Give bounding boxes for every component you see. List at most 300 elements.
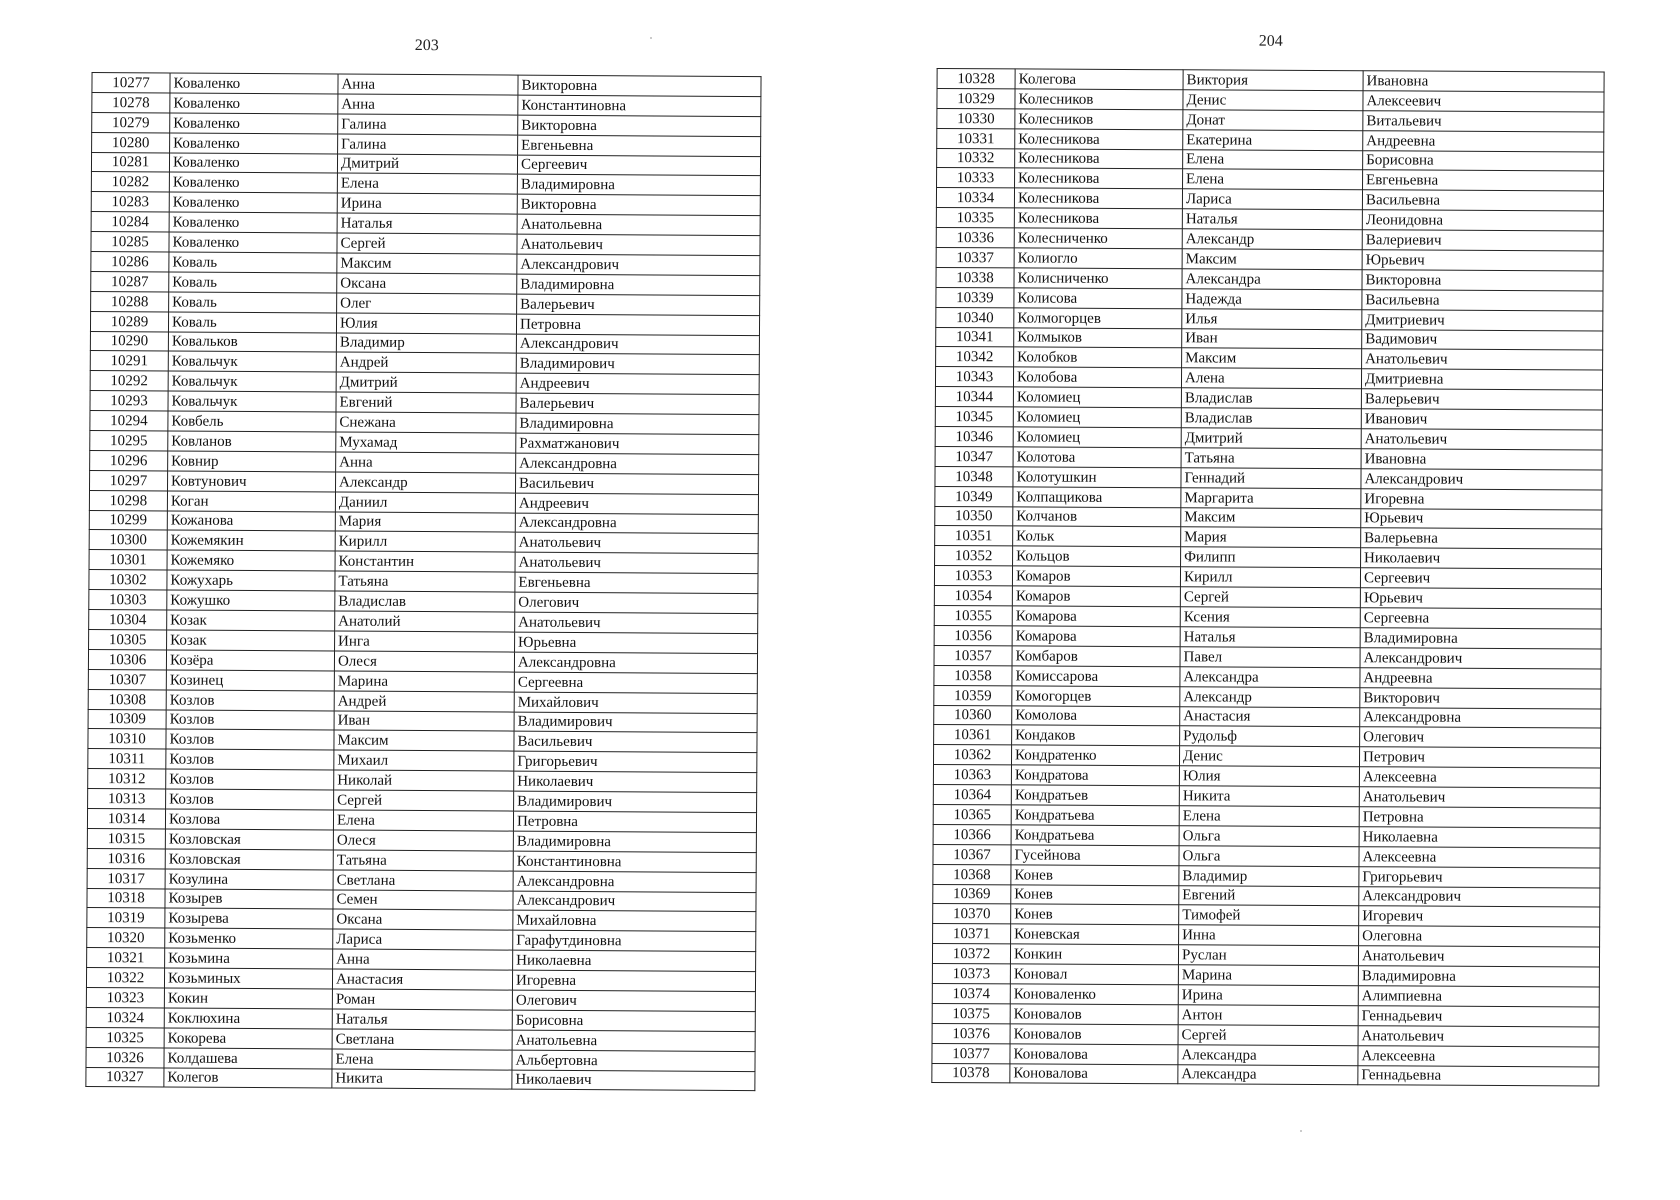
surname-cell: Коваленко	[169, 153, 337, 174]
surname-cell: Колисова	[1014, 288, 1182, 309]
first-name-cell: Марина	[1178, 965, 1358, 986]
surname-cell: Колиогло	[1014, 248, 1182, 269]
surname-cell: Коваль	[168, 312, 336, 333]
first-name-cell: Елена	[333, 810, 513, 831]
surname-cell: Кожанова	[167, 511, 335, 532]
row-number-cell: 10285	[91, 232, 169, 252]
surname-cell: Козырев	[165, 888, 333, 909]
patronymic-cell: Анатольевич	[515, 533, 758, 554]
row-number-cell: 10373	[932, 964, 1010, 984]
patronymic-cell: Алимпиевна	[1358, 986, 1599, 1007]
table-row	[936, 287, 1603, 310]
row-number-cell: 10351	[935, 526, 1013, 546]
patronymic-cell: Сергеевич	[1360, 568, 1601, 589]
first-name-cell: Мария	[335, 512, 515, 533]
surname-cell: Колесниченко	[1014, 228, 1182, 249]
surname-cell: Коваленко	[169, 192, 337, 213]
row-number-cell: 10353	[934, 566, 1012, 586]
table-row	[933, 824, 1600, 847]
surname-cell: Колдашева	[164, 1048, 332, 1069]
row-number-cell: 10324	[86, 1007, 164, 1027]
surname-cell: Козьмина	[165, 948, 333, 969]
surname-cell: Колпащикова	[1013, 487, 1181, 508]
row-number-cell: 10298	[89, 490, 167, 510]
row-number-cell: 10343	[935, 367, 1013, 387]
first-name-cell: Евгений	[1179, 885, 1359, 906]
first-name-cell: Александра	[1178, 1064, 1358, 1085]
first-name-cell: Анатолий	[335, 611, 515, 632]
surname-cell: Конев	[1011, 865, 1179, 886]
patronymic-cell: Григорьевич	[1359, 866, 1600, 887]
row-number-cell: 10286	[91, 252, 169, 272]
row-number-cell: 10296	[90, 450, 168, 470]
row-number-cell: 10378	[932, 1063, 1010, 1083]
row-number-cell: 10362	[933, 745, 1011, 765]
surname-cell: Козлов	[166, 749, 334, 770]
row-number-cell: 10349	[935, 486, 1013, 506]
table-row	[936, 267, 1603, 290]
table-row	[933, 844, 1600, 867]
first-name-cell: Иван	[334, 710, 514, 731]
patronymic-cell: Викторовна	[1362, 270, 1603, 291]
page-number: 204	[1258, 32, 1283, 50]
surname-cell: Кондратова	[1011, 765, 1179, 786]
patronymic-cell: Петрович	[1359, 747, 1600, 768]
surname-cell: Коломиец	[1013, 407, 1181, 428]
patronymic-cell: Витальевич	[1363, 111, 1604, 132]
patronymic-cell: Александрович	[513, 891, 756, 912]
table-row	[933, 745, 1600, 768]
row-number-cell: 10303	[89, 590, 167, 610]
first-name-cell: Денис	[1179, 746, 1359, 767]
patronymic-cell: Андреевич	[515, 493, 758, 514]
patronymic-cell: Александровна	[514, 652, 757, 673]
table-row	[86, 1067, 755, 1091]
patronymic-cell: Сергеевна	[1360, 608, 1601, 629]
surname-cell: Козулина	[165, 869, 333, 890]
row-number-cell: 10281	[91, 152, 169, 172]
patronymic-cell: Александрович	[1361, 469, 1602, 490]
first-name-cell: Елена	[1183, 169, 1363, 190]
row-number-cell: 10372	[932, 944, 1010, 964]
first-name-cell: Александра	[1182, 269, 1362, 290]
table-row	[935, 506, 1602, 529]
first-name-cell: Татьяна	[1181, 448, 1361, 469]
right-page	[937, 0, 1605, 1085]
surname-cell: Коваленко	[170, 93, 338, 114]
row-number-cell: 10291	[90, 351, 168, 371]
surname-cell: Коневская	[1011, 924, 1179, 945]
row-number-cell: 10370	[933, 904, 1011, 924]
patronymic-cell: Сергеевна	[514, 672, 757, 693]
row-number-cell: 10346	[935, 427, 1013, 447]
first-name-cell: Анна	[336, 452, 516, 473]
row-number-cell: 10340	[936, 307, 1014, 327]
table-body	[932, 69, 1604, 1087]
patronymic-cell: Иванович	[1361, 409, 1602, 430]
patronymic-cell: Валерьевна	[1361, 528, 1602, 549]
first-name-cell: Елена	[1183, 149, 1363, 170]
names-table	[85, 72, 761, 1091]
first-name-cell: Сергей	[1180, 587, 1360, 608]
surname-cell: Коган	[167, 491, 335, 512]
first-name-cell: Иван	[1182, 328, 1362, 349]
patronymic-cell: Алексеевна	[1359, 767, 1600, 788]
surname-cell: Кондратьева	[1011, 805, 1179, 826]
row-number-cell: 10282	[91, 172, 169, 192]
patronymic-cell: Борисовна	[1363, 150, 1604, 171]
first-name-cell: Ольга	[1179, 826, 1359, 847]
row-number-cell: 10311	[88, 749, 166, 769]
table-row	[934, 566, 1601, 589]
patronymic-cell: Ивановна	[1363, 71, 1604, 92]
row-number-cell: 10344	[935, 387, 1013, 407]
row-number-cell: 10367	[933, 844, 1011, 864]
row-number-cell: 10375	[932, 1003, 1010, 1023]
patronymic-cell: Петровна	[1359, 807, 1600, 828]
surname-cell: Колесникова	[1015, 129, 1183, 150]
row-number-cell: 10289	[90, 311, 168, 331]
surname-cell: Коваль	[169, 272, 337, 293]
row-number-cell: 10283	[91, 192, 169, 212]
row-number-cell: 10376	[932, 1023, 1010, 1043]
row-number-cell: 10330	[937, 108, 1015, 128]
surname-cell: Коваль	[169, 252, 337, 273]
patronymic-cell: Васильевна	[1362, 290, 1603, 311]
patronymic-cell: Борисовна	[512, 1010, 755, 1031]
patronymic-cell: Валерьевич	[517, 294, 760, 315]
first-name-cell: Роман	[332, 989, 512, 1010]
row-number-cell: 10310	[88, 729, 166, 749]
surname-cell: Кондратенко	[1011, 745, 1179, 766]
row-number-cell: 10333	[937, 168, 1015, 188]
patronymic-cell: Михайлович	[514, 692, 757, 713]
surname-cell: Колмыков	[1014, 327, 1182, 348]
row-number-cell: 10331	[937, 128, 1015, 148]
first-name-cell: Марина	[334, 671, 514, 692]
table-row	[932, 983, 1599, 1006]
surname-cell: Кольк	[1013, 526, 1181, 547]
first-name-cell: Надежда	[1182, 289, 1362, 310]
first-name-cell: Анна	[333, 949, 513, 970]
row-number-cell: 10292	[90, 371, 168, 391]
first-name-cell: Кирилл	[335, 531, 515, 552]
patronymic-cell: Васильевна	[1362, 190, 1603, 211]
patronymic-cell: Дмитриевич	[1362, 309, 1603, 330]
row-number-cell: 10322	[86, 968, 164, 988]
surname-cell: Коваленко	[169, 212, 337, 233]
patronymic-cell: Александрович	[516, 334, 759, 355]
surname-cell: Козинец	[166, 670, 334, 691]
surname-cell: Колобова	[1013, 367, 1181, 388]
table-row	[935, 466, 1602, 489]
surname-cell: Ковнир	[168, 451, 336, 472]
row-number-cell: 10345	[935, 407, 1013, 427]
table-row	[935, 367, 1602, 390]
patronymic-cell: Александровна	[513, 871, 756, 892]
first-name-cell: Елена	[1179, 806, 1359, 827]
patronymic-cell: Петровна	[516, 314, 759, 335]
first-name-cell: Николай	[334, 770, 514, 791]
patronymic-cell: Владимировна	[513, 831, 756, 852]
patronymic-cell: Андреевич	[516, 373, 759, 394]
first-name-cell: Снежана	[336, 412, 516, 433]
table-row	[932, 1063, 1599, 1086]
surname-cell: Колесникова	[1015, 148, 1183, 169]
first-name-cell: Павел	[1180, 647, 1360, 668]
first-name-cell: Наталья	[332, 1009, 512, 1030]
patronymic-cell: Владимировна	[1358, 966, 1599, 987]
first-name-cell: Ксения	[1180, 607, 1360, 628]
row-number-cell: 10371	[933, 924, 1011, 944]
patronymic-cell: Николаевна	[1359, 827, 1600, 848]
patronymic-cell: Валерьевич	[516, 393, 759, 414]
patronymic-cell: Анатольевич	[1362, 349, 1603, 370]
table-row	[933, 884, 1600, 907]
surname-cell: Кондратьев	[1011, 785, 1179, 806]
surname-cell: Козлова	[165, 809, 333, 830]
first-name-cell: Илья	[1182, 308, 1362, 329]
first-name-cell: Елена	[332, 1049, 512, 1070]
first-name-cell: Никита	[1179, 786, 1359, 807]
first-name-cell: Наталья	[337, 213, 517, 234]
row-number-cell: 10284	[91, 212, 169, 232]
surname-cell: Колесникова	[1014, 208, 1182, 229]
patronymic-cell: Васильевич	[514, 731, 757, 752]
patronymic-cell: Викторович	[1360, 687, 1601, 708]
patronymic-cell: Юрьевич	[1360, 588, 1601, 609]
surname-cell: Ковальчук	[168, 351, 336, 372]
first-name-cell: Максим	[337, 253, 517, 274]
row-number-cell: 10374	[932, 983, 1010, 1003]
first-name-cell: Максим	[1182, 249, 1362, 270]
surname-cell: Коновалова	[1010, 1063, 1178, 1084]
table-row	[937, 148, 1604, 171]
patronymic-cell: Владимировна	[517, 175, 760, 196]
row-number-cell: 10306	[88, 649, 166, 669]
first-name-cell: Александра	[1180, 667, 1360, 688]
first-name-cell: Сергей	[334, 790, 514, 811]
surname-cell: Ковальчук	[168, 391, 336, 412]
surname-cell: Козак	[167, 630, 335, 651]
first-name-cell: Денис	[1183, 90, 1363, 111]
row-number-cell: 10352	[935, 546, 1013, 566]
table-row	[933, 785, 1600, 808]
surname-cell: Коклюхина	[164, 1008, 332, 1029]
names-table	[931, 68, 1604, 1087]
patronymic-cell: Николаевич	[514, 771, 757, 792]
patronymic-cell: Геннадьевна	[1358, 1065, 1599, 1086]
table-row	[936, 208, 1603, 231]
patronymic-cell: Анатольевич	[1361, 429, 1602, 450]
patronymic-cell: Анатольевич	[1358, 946, 1599, 967]
patronymic-cell: Олегович	[512, 990, 755, 1011]
row-number-cell: 10307	[88, 669, 166, 689]
patronymic-cell: Владимировна	[517, 274, 760, 295]
first-name-cell: Мария	[1181, 527, 1361, 548]
row-number-cell: 10326	[86, 1047, 164, 1067]
patronymic-cell: Анатольевич	[517, 234, 760, 255]
first-name-cell: Кирилл	[1180, 567, 1360, 588]
first-name-cell: Лариса	[333, 929, 513, 950]
table-row	[936, 188, 1603, 211]
table-row	[935, 546, 1602, 569]
patronymic-cell: Евгеньевна	[1363, 170, 1604, 191]
first-name-cell: Руслан	[1178, 945, 1358, 966]
patronymic-cell: Олегович	[515, 592, 758, 613]
first-name-cell: Филипп	[1181, 547, 1361, 568]
surname-cell: Козлов	[166, 729, 334, 750]
row-number-cell: 10308	[88, 689, 166, 709]
patronymic-cell: Игоревич	[1359, 906, 1600, 927]
row-number-cell: 10297	[90, 470, 168, 490]
row-number-cell: 10325	[86, 1027, 164, 1047]
table-row	[932, 1043, 1599, 1066]
first-name-cell: Маргарита	[1181, 487, 1361, 508]
surname-cell: Ковбель	[168, 411, 336, 432]
surname-cell: Ковтунович	[168, 471, 336, 492]
patronymic-cell: Анатольевич	[515, 552, 758, 573]
patronymic-cell: Викторовна	[518, 115, 761, 136]
first-name-cell: Алена	[1181, 368, 1361, 389]
first-name-cell: Татьяна	[333, 850, 513, 871]
patronymic-cell: Владимирович	[514, 791, 757, 812]
table-row	[936, 248, 1603, 271]
scan-speck	[1300, 1130, 1302, 1132]
row-number-cell: 10359	[934, 685, 1012, 705]
surname-cell: Комогорцев	[1012, 686, 1180, 707]
surname-cell: Коновалова	[1010, 1044, 1178, 1065]
table-row	[937, 168, 1604, 191]
first-name-cell: Антон	[1178, 1005, 1358, 1026]
patronymic-cell: Валерьевич	[1361, 389, 1602, 410]
patronymic-cell: Геннадьевич	[1358, 1006, 1599, 1027]
surname-cell: Козырева	[165, 908, 333, 929]
patronymic-cell: Владимировна	[1360, 628, 1601, 649]
patronymic-cell: Анатольевич	[1359, 787, 1600, 808]
row-number-cell: 10316	[87, 848, 165, 868]
row-number-cell: 10366	[933, 824, 1011, 844]
patronymic-cell: Юрьевна	[515, 632, 758, 653]
surname-cell: Комаров	[1012, 586, 1180, 607]
first-name-cell: Сергей	[1178, 1025, 1358, 1046]
patronymic-cell: Альбертовна	[512, 1050, 755, 1071]
table-row	[934, 586, 1601, 609]
patronymic-cell: Михайловна	[513, 910, 756, 931]
table-row	[934, 725, 1601, 748]
first-name-cell: Александр	[336, 472, 516, 493]
first-name-cell: Андрей	[334, 691, 514, 712]
first-name-cell: Владислав	[1181, 408, 1361, 429]
patronymic-cell: Сергеевич	[517, 155, 760, 176]
first-name-cell: Юлия	[1179, 766, 1359, 787]
row-number-cell: 10277	[92, 73, 170, 93]
row-number-cell: 10299	[89, 510, 167, 530]
first-name-cell: Лариса	[1182, 189, 1362, 210]
row-number-cell: 10302	[89, 570, 167, 590]
first-name-cell: Максим	[334, 730, 514, 751]
patronymic-cell: Константиновна	[513, 851, 756, 872]
surname-cell: Козьменко	[165, 928, 333, 949]
first-name-cell: Инна	[1179, 925, 1359, 946]
first-name-cell: Галина	[338, 114, 518, 135]
first-name-cell: Светлана	[332, 1029, 512, 1050]
patronymic-cell: Игоревна	[512, 970, 755, 991]
surname-cell: Ковланов	[168, 431, 336, 452]
surname-cell: Коваленко	[170, 133, 338, 154]
table-row	[934, 665, 1601, 688]
patronymic-cell: Алексеевич	[1363, 91, 1604, 112]
patronymic-cell: Константиновна	[518, 95, 761, 116]
surname-cell: Коноваленко	[1010, 984, 1178, 1005]
patronymic-cell: Петровна	[513, 811, 756, 832]
row-number-cell: 10338	[936, 267, 1014, 287]
surname-cell: Козёра	[166, 650, 334, 671]
patronymic-cell: Валериевич	[1362, 230, 1603, 251]
row-number-cell: 10341	[936, 327, 1014, 347]
patronymic-cell: Анатольевич	[1358, 1025, 1599, 1046]
row-number-cell: 10329	[937, 88, 1015, 108]
first-name-cell: Михаил	[334, 750, 514, 771]
surname-cell: Козьминых	[164, 968, 332, 989]
row-number-cell: 10369	[933, 884, 1011, 904]
surname-cell: Колчанов	[1013, 506, 1181, 527]
surname-cell: Кожемяко	[167, 550, 335, 571]
table-row	[932, 944, 1599, 967]
row-number-cell: 10336	[936, 228, 1014, 248]
table-row	[935, 486, 1602, 509]
surname-cell: Коваленко	[170, 113, 338, 134]
first-name-cell: Владимир	[1179, 865, 1359, 886]
first-name-cell: Семен	[333, 890, 513, 911]
row-number-cell: 10368	[933, 864, 1011, 884]
first-name-cell: Сергей	[337, 233, 517, 254]
table-row	[932, 1003, 1599, 1026]
first-name-cell: Светлана	[333, 870, 513, 891]
patronymic-cell: Александровна	[1360, 707, 1601, 728]
row-number-cell: 10288	[91, 291, 169, 311]
row-number-cell: 10318	[87, 888, 165, 908]
surname-cell: Коваленко	[170, 73, 338, 94]
surname-cell: Комарова	[1012, 606, 1180, 627]
first-name-cell: Евгений	[336, 392, 516, 413]
scan-speck	[650, 37, 652, 39]
surname-cell: Козлов	[166, 690, 334, 711]
surname-cell: Комарова	[1012, 626, 1180, 647]
table-row	[932, 964, 1599, 987]
surname-cell: Комолова	[1012, 705, 1180, 726]
patronymic-cell: Владимировна	[516, 413, 759, 434]
row-number-cell: 10320	[87, 928, 165, 948]
first-name-cell: Олег	[337, 293, 517, 314]
table-row	[936, 228, 1603, 251]
left-page	[92, 0, 762, 1089]
table-row	[935, 526, 1602, 549]
row-number-cell: 10363	[933, 765, 1011, 785]
surname-cell: Коломиец	[1013, 427, 1181, 448]
first-name-cell: Владислав	[1181, 388, 1361, 409]
row-number-cell: 10295	[90, 431, 168, 451]
first-name-cell: Тимофей	[1179, 905, 1359, 926]
first-name-cell: Дмитрий	[1181, 428, 1361, 449]
row-number-cell: 10335	[936, 208, 1014, 228]
first-name-cell: Александра	[1178, 1044, 1358, 1065]
table-row	[933, 765, 1600, 788]
surname-cell: Коваленко	[169, 232, 337, 253]
table-row	[935, 427, 1602, 450]
first-name-cell: Максим	[1181, 507, 1361, 528]
first-name-cell: Татьяна	[335, 571, 515, 592]
